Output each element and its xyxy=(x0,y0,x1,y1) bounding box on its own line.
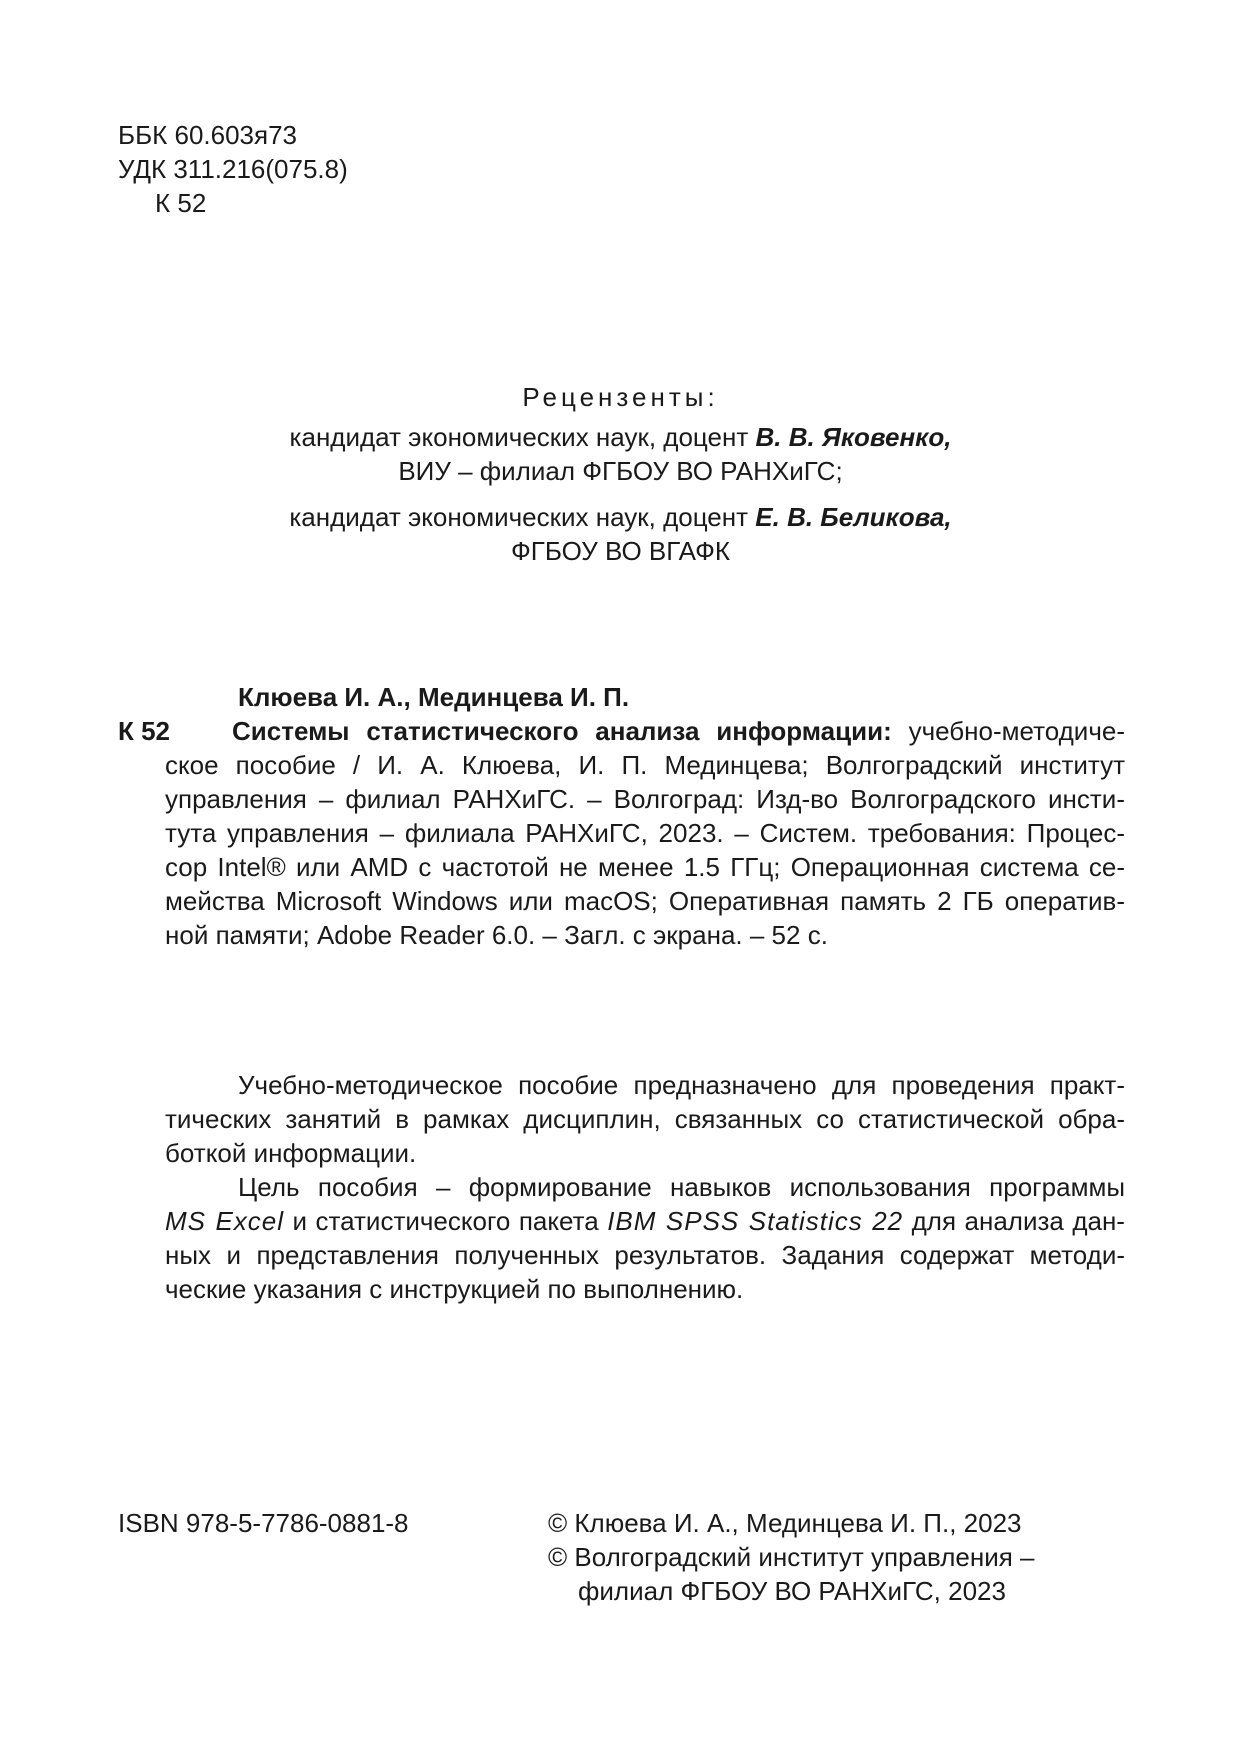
catalog-line: сор Intel® или AMD с частотой не менее 1.5 ГГц; Операционная система се- xyxy=(165,852,1125,882)
abstract-p2-last: ческие указания с инструкцией по выполнению. xyxy=(165,1274,744,1304)
software-ibm-spss: IBM SPSS Statistics 22 xyxy=(607,1206,904,1236)
catalog-line-1 xyxy=(232,714,1125,749)
catalog-line: ское пособие / И. А. Клюева, И. П. Мединцева; Волгоградский институт xyxy=(165,750,1125,780)
abstract-p2-text: и статистического пакета xyxy=(292,1206,599,1236)
abstract-p2-line: ных и представления полученных результатов. Задания содержат методи- xyxy=(165,1240,1125,1270)
copyright-institute-cont: филиал ФГБОУ ВО РАНХиГС, 2023 xyxy=(578,1576,1006,1606)
udk-code: УДК 311.216(075.8) xyxy=(118,154,348,184)
reviewer-2-line xyxy=(0,500,1241,535)
software-ms-excel: MS Excel xyxy=(165,1206,285,1236)
reviewer-2-comma: , xyxy=(944,502,952,532)
reviewer-2-org: ФГБОУ ВО ВГАФК xyxy=(510,536,730,566)
reviewer-1-name: В. В. Яковенко xyxy=(755,422,945,452)
copyright-authors: © Клюева И. А., Мединцева И. П., 2023 xyxy=(548,1508,1022,1538)
reviewer-1-comma: , xyxy=(944,422,952,452)
catalog-line-1-rest: учебно-методиче- xyxy=(908,716,1125,746)
catalog-mark: К 52 xyxy=(118,716,171,746)
catalog-last-line: ной памяти; Adobe Reader 6.0. – Загл. с экрана. – 52 с. xyxy=(165,920,828,950)
catalog-line: управления – филиал РАНХиГС. – Волгоград: Изд-во Волгоградского инсти- xyxy=(165,784,1125,814)
abstract-p2-line: Цель пособия – формирование навыков использования программы xyxy=(238,1172,1125,1202)
abstract-p1-last: боткой информации. xyxy=(165,1138,417,1168)
abstract-p1-line: Учебно-методическое пособие предназначено для проведения практ- xyxy=(238,1070,1125,1100)
reviewer-1-line xyxy=(0,420,1241,455)
copyright-institute: © Волгоградский институт управления – xyxy=(548,1542,1035,1572)
abstract-p2-line-software xyxy=(165,1204,1125,1239)
abstract-p2-text: для анализа дан- xyxy=(911,1206,1125,1236)
catalog-line: мейства Microsoft Windows или macOS; Оперативная память 2 ГБ оператив- xyxy=(165,886,1125,916)
catalog-title: Системы статистического анализа информации: xyxy=(232,716,892,746)
catalog-line: тута управления – филиала РАНХиГС, 2023. – Систем. требования: Процес- xyxy=(165,818,1125,848)
bbk-code: ББК 60.603я73 xyxy=(118,120,298,150)
abstract-p1-line: тических занятий в рамках дисциплин, связанных со статистической обра- xyxy=(165,1104,1125,1134)
isbn: ISBN 978-5-7786-0881-8 xyxy=(118,1508,409,1538)
reviewer-2-title: кандидат экономических наук, доцент xyxy=(289,502,749,532)
author-mark: К 52 xyxy=(155,188,207,218)
reviewer-2-name: Е. В. Беликова xyxy=(755,502,945,532)
reviewer-1-title: кандидат экономических наук, доцент xyxy=(289,422,749,452)
reviewers-heading: Рецензенты: xyxy=(522,382,719,412)
catalog-authors: Клюева И. А., Мединцева И. П. xyxy=(238,682,630,712)
reviewer-1-org: ВИУ – филиал ФГБОУ ВО РАНХиГС; xyxy=(398,456,843,486)
